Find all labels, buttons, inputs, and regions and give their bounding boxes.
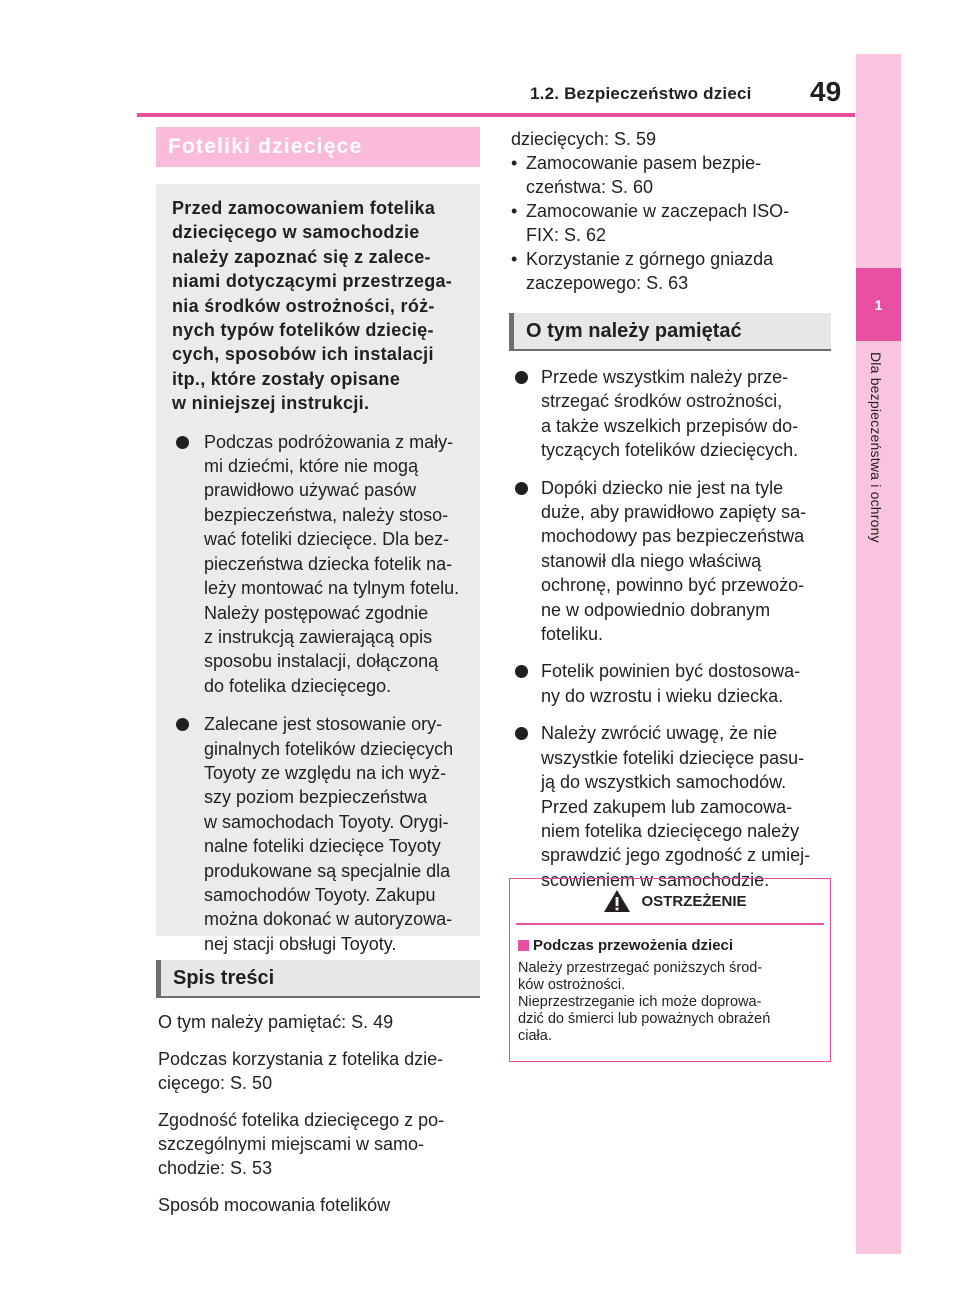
bullet-item	[172, 430, 472, 698]
bullet-line: wać foteliki dziecięce. Dla bez-	[204, 529, 450, 550]
bullet-line: w samochodach Toyoty. Orygi-	[204, 811, 449, 832]
bullet-line: ginalnych fotelików dziecięcych	[204, 738, 454, 759]
toc-sub-link-belt[interactable]	[511, 151, 841, 199]
header-rule	[137, 113, 855, 117]
toc-sub-link-top-tether[interactable]	[511, 247, 841, 295]
intro-line: niami dotyczącymi przestrzega-	[172, 271, 453, 292]
intro-line: cych, sposobów ich instalacji	[172, 344, 434, 365]
running-header: 1.2. Bezpieczeństwo dzieci	[530, 84, 752, 103]
bullet-line: bezpieczeństwa, należy stoso-	[204, 504, 449, 525]
bullet-line: do fotelika dziecięcego.	[204, 675, 392, 696]
intro-line: dziecięcego w samochodzie	[172, 222, 420, 243]
chapter-side-tab	[856, 54, 901, 1254]
bullet-line: ochronę, powinno być przewożo-	[541, 575, 805, 596]
warning-line: Nieprzestrzeganie ich może doprowa-	[518, 994, 762, 1010]
toc-link-mounting-cont[interactable]: dziecięcych: S. 59	[511, 129, 657, 149]
pink-square-icon	[518, 940, 529, 951]
section-title: Foteliki dziecięce	[156, 127, 480, 167]
toc-line: • Korzystanie z górnego gniazda	[526, 249, 774, 269]
intro-box	[156, 184, 480, 954]
toc-link-mounting[interactable]	[158, 1193, 488, 1217]
bullet-line: Zalecane jest stosowanie ory-	[204, 714, 443, 735]
warning-line: Należy przestrzegać poniższych środ-	[518, 960, 763, 976]
toc-line: czeństwa: S. 60	[526, 177, 654, 197]
bullet-line: foteliku.	[541, 624, 604, 645]
bullet-line: można dokonać w autoryzowa-	[204, 909, 453, 930]
bullet-item	[511, 476, 841, 647]
warning-subtitle	[518, 937, 830, 954]
intro-line: Przed zamocowaniem fotelika	[172, 198, 436, 218]
warning-triangle-icon	[603, 889, 631, 913]
chapter-title-vertical: Dla bezpieczeństwa i ochrony	[868, 352, 884, 543]
toc-link-compatibility[interactable]	[158, 1108, 488, 1180]
warning-line: ków ostrożności.	[518, 977, 626, 993]
warning-line: ciała.	[518, 1028, 552, 1044]
bullet-line: wszystkie foteliki dziecięce pasu-	[541, 747, 805, 768]
bullet-line: Podczas podróżowania z mały-	[204, 431, 454, 452]
bullet-line: ją do wszystkich samochodów.	[541, 772, 787, 793]
intro-line: w niniejszej instrukcji.	[172, 393, 370, 414]
bullet-line: leży montować na tylnym fotelu.	[204, 578, 460, 599]
warning-line: dzić do śmierci lub poważnych obrażeń	[518, 1011, 771, 1027]
page-number: 49	[810, 76, 842, 107]
toc-continuation	[511, 127, 841, 295]
toc-sub-link-isofix[interactable]	[511, 199, 841, 247]
intro-text	[172, 196, 472, 416]
bullet-line: mi dziećmi, które nie mogą	[204, 456, 419, 477]
toc-line: zaczepowego: S. 63	[526, 273, 689, 293]
remember-heading: O tym należy pamiętać	[509, 313, 831, 351]
warning-rule	[516, 923, 824, 925]
bullet-line: sprawdzić jego zgodność z umiej-	[541, 845, 811, 866]
bullet-line: Przede wszystkim należy prze-	[541, 367, 789, 387]
intro-line: nych typów fotelików dziecię-	[172, 320, 434, 341]
warning-header	[510, 879, 830, 923]
bullet-line: Należy zwrócić uwagę, że nie	[541, 723, 778, 744]
toc-line: • Zamocowanie w zaczepach ISO-	[526, 201, 790, 221]
intro-line: należy zapoznać się z zalece-	[172, 246, 431, 267]
bullet-item	[511, 659, 841, 708]
toc-link-using-seat[interactable]	[158, 1047, 488, 1095]
bullet-item	[511, 365, 841, 463]
toc-line: Podczas korzystania z fotelika dzie-	[158, 1049, 444, 1069]
bullet-line: produkowane są specjalnie dla	[204, 860, 451, 881]
bullet-item	[172, 712, 472, 956]
warning-body	[518, 960, 822, 1045]
toc-heading: Spis treści	[156, 960, 480, 998]
toc-line: chodzie: S. 53	[158, 1158, 273, 1178]
bullet-line: Fotelik powinien być dostosowa-	[541, 661, 801, 682]
bullet-line: tyczących fotelików dziecięcych.	[541, 440, 799, 461]
bullet-line: nalne foteliki dziecięce Toyoty	[204, 836, 441, 857]
intro-line: itp., które zostały opisane	[172, 368, 401, 389]
toc-line: szczególnymi miejscami w samo-	[158, 1134, 425, 1154]
bullet-item	[511, 721, 841, 892]
toc-line: FIX: S. 62	[526, 225, 607, 245]
bullet-line: Przed zakupem lub zamocowa-	[541, 796, 793, 817]
bullet-line: pieczeństwa dziecka fotelik na-	[204, 553, 453, 574]
warning-box	[509, 878, 831, 1062]
bullet-line: z instrukcją zawierającą opis	[204, 626, 433, 647]
bullet-line: mochodowy pas bezpieczeństwa	[541, 526, 805, 547]
bullet-line: Dopóki dziecko nie jest na tyle	[541, 477, 784, 498]
toc-line: • Zamocowanie pasem bezpie-	[526, 153, 762, 173]
chapter-number-tab[interactable]: 1	[856, 268, 901, 341]
intro-line: nia środków ostrożności, róż-	[172, 295, 435, 316]
toc-link-remember[interactable]	[158, 1010, 488, 1034]
bullet-line: prawidłowo używać pasów	[204, 480, 417, 501]
toc-line: cięcego: S. 50	[158, 1073, 273, 1093]
toc-list	[158, 1010, 488, 1230]
bullet-line: sposobu instalacji, dołączoną	[204, 651, 439, 672]
remember-list	[511, 365, 841, 905]
bullet-line: nej stacji obsługi Toyoty.	[204, 933, 397, 954]
bullet-line: ne w odpowiednio dobranym	[541, 599, 771, 620]
warning-subtitle-text: Podczas przewożenia dzieci	[533, 937, 734, 954]
warning-label: OSTRZEŻENIE	[641, 892, 747, 910]
toc-line: Sposób mocowania fotelików	[158, 1195, 391, 1215]
bullet-line: szy poziom bezpieczeństwa	[204, 787, 428, 808]
toc-line: O tym należy pamiętać: S. 49	[158, 1012, 394, 1032]
bullet-line: duże, aby prawidłowo zapięty sa-	[541, 502, 807, 523]
bullet-line: strzegać środków ostrożności,	[541, 391, 783, 412]
bullet-line: Należy postępować zgodnie	[204, 602, 429, 623]
bullet-line: stanowił dla niego właściwą	[541, 550, 762, 571]
bullet-line: scowieniem w samochodzie.	[541, 869, 770, 890]
bullet-line: Toyoty ze względu na ich wyż-	[204, 762, 447, 783]
toc-line: Zgodność fotelika dziecięcego z po-	[158, 1110, 445, 1130]
bullet-line: niem fotelika dziecięcego należy	[541, 820, 800, 841]
bullet-line: a także wszelkich przepisów do-	[541, 415, 799, 436]
bullet-line: samochodów Toyoty. Zakupu	[204, 884, 436, 905]
bullet-line: ny do wzrostu i wieku dziecka.	[541, 685, 784, 706]
